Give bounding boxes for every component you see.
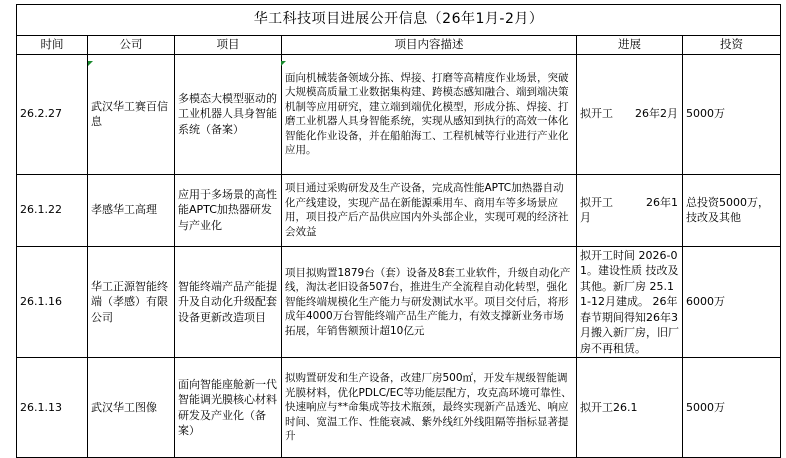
- cell-company[interactable]: 孝感华工高理: [88, 174, 175, 246]
- cell-company[interactable]: 武汉华工图像: [88, 358, 175, 458]
- table-row: [17, 174, 781, 246]
- cell-project[interactable]: 智能终端产品产能提升及自动化升级配套设备更新改造项目: [175, 246, 282, 358]
- cell-investment[interactable]: 5000万: [683, 358, 781, 458]
- header-time[interactable]: 时间: [17, 36, 88, 55]
- cell-progress[interactable]: 拟开工26.1: [577, 358, 683, 458]
- cell-time[interactable]: 26.2.27: [17, 54, 88, 174]
- cell-investment[interactable]: 总投资5000万，技改及其他: [683, 174, 781, 246]
- cell-project[interactable]: 面向智能座舱新一代智能调光膜核心材料研发及产业化（备案）: [175, 358, 282, 458]
- cell-progress[interactable]: 拟开工时间 2026-01。建设性质 技改及其他。新厂房 25.11-12月建成。 26年春节期间得知26年3月搬入新厂房，旧厂房不再租赁。: [577, 246, 683, 358]
- cell-project[interactable]: 多模态大模型驱动的工业机器人具身智能系统（备案）: [175, 54, 282, 174]
- cell-description[interactable]: 面向机械装备领域分拣、焊接、打磨等高精度作业场景，突破大规模高质量工业数据集构建、跨模态感知融合、端到端决策机制等应用研究，建立端到端优化模型，形成分拣、焊接、打磨工业机器人具身智能系统，实现从感知到执行的高效一体化智能化作业设备，并在船舶海工、工程机械等行业进行产业化应用。: [282, 54, 577, 174]
- project-progress-table: [16, 4, 781, 458]
- header-company[interactable]: 公司: [88, 36, 175, 55]
- cell-company[interactable]: 华工正源智能终端（孝感）有限公司: [88, 246, 175, 358]
- header-description[interactable]: 项目内容描述: [282, 36, 577, 55]
- cell-investment[interactable]: 5000万: [683, 54, 781, 174]
- header-row: [17, 36, 781, 55]
- cell-comment-marker: [88, 61, 93, 66]
- cell-description[interactable]: 拟购置研发和生产设备，改建厂房500㎡，开发车规级智能调光膜材料，优化PDLC/EC等功能层配方，攻克高环境可靠性、快速响应与**命集成等技术瓶颈，最终实现新产品透光、响应时间、宽温工作、性能衰减、紫外线红外线阻隔等指标显著提升: [282, 358, 577, 458]
- cell-comment-marker: [281, 61, 286, 66]
- table-row: [17, 246, 781, 358]
- table-title[interactable]: 华工科技项目进展公开信息（26年1月-2月）: [17, 5, 781, 36]
- cell-time[interactable]: 26.1.13: [17, 358, 88, 458]
- cell-time[interactable]: 26.1.22: [17, 174, 88, 246]
- cell-investment[interactable]: 6000万: [683, 246, 781, 358]
- cell-time[interactable]: 26.1.16: [17, 246, 88, 358]
- cell-project[interactable]: 应用于多场景的高性能APTC加热器研发与产业化: [175, 174, 282, 246]
- cell-description[interactable]: 项目通过采购研发及生产设备，完成高性能APTC加热器自动化产线建设，实现产品在新能源乘用车、商用车等多场景应用，项目投产后产品供应国内外头部企业，实现可观的经济社会效益: [282, 174, 577, 246]
- cell-progress[interactable]: 拟开工 26年2月: [577, 54, 683, 174]
- header-investment[interactable]: 投资: [683, 36, 781, 55]
- header-progress[interactable]: 进展: [577, 36, 683, 55]
- header-project[interactable]: 项目: [175, 36, 282, 55]
- table-row: [17, 358, 781, 458]
- cell-company[interactable]: 武汉华工赛百信息: [88, 54, 175, 174]
- cell-description[interactable]: 项目拟购置1879台（套）设备及8套工业软件，升级自动化产线，淘汰老旧设备507台，推进生产全流程自动化转型，强化智能终端规模化生产能力与研发测试水平。项目交付后，将形成年4000万台智能终端产品生产能力，有效支撑新业务市场拓展，年销售额预计超10亿元: [282, 246, 577, 358]
- cell-progress[interactable]: 拟开工 26年1月: [577, 174, 683, 246]
- table-row: [17, 54, 781, 174]
